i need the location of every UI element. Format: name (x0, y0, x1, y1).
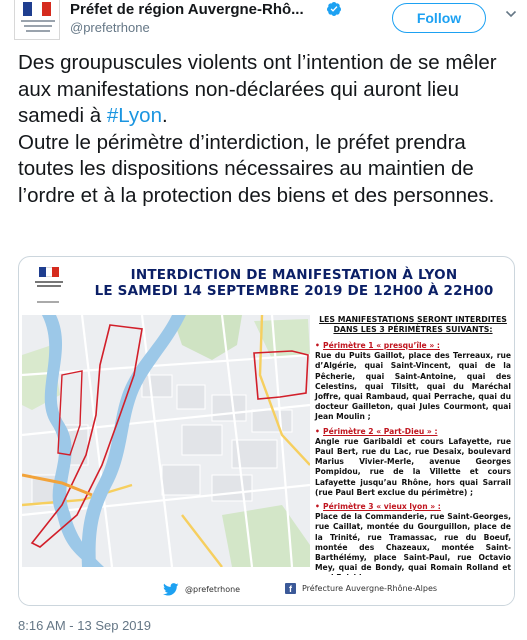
facebook-icon: f (285, 583, 296, 594)
hashtag-link[interactable]: #Lyon (106, 104, 162, 127)
avatar[interactable] (14, 0, 60, 40)
poster-title-line2: LE SAMEDI 14 SEPTEMBRE 2019 DE 12H00 À 22H00 (94, 283, 494, 299)
poster-title (89, 267, 499, 299)
perimeter-3-streets: Place de la Commanderie, rue Saint-Georges, rue Caillat, montée du Gourguillon, place de la Trinité, rue Tramassac, rue du Boeuf, montée des Chazeaux, montée Saint-Barthélémy, place Saint-Paul, rue Octavio Mey, quai de Bondy, quai Romain Rolland et (315, 512, 511, 573)
poster-title-line1: INTERDICTION DE MANIFESTATION À LYON (130, 267, 458, 283)
poster-facebook-credit: f Préfecture Auvergne-Rhône-Alpes (285, 583, 437, 594)
handle[interactable]: @prefetrhone (70, 20, 150, 35)
rules-heading: LES MANIFESTATIONS SERONT INTERDITES DANS LES 3 PÉRIMÈTRES SUIVANTS: (319, 315, 507, 334)
tweet-text-paragraph2: Outre le périmètre d’interdiction, le préfet prendra toutes les dispositions nécessaires au maintien de l’ordre et à la protection des biens et des personnes. (18, 130, 495, 207)
perimeter-3-title: • Périmètre 3 « vieux lyon » : (315, 502, 441, 512)
french-flag-icon (39, 267, 59, 277)
twitter-bird-icon (163, 583, 179, 596)
perimeters-text (315, 315, 511, 588)
follow-button[interactable]: Follow (392, 3, 486, 33)
tweet-media-image[interactable] (18, 256, 515, 606)
chevron-down-icon[interactable] (505, 8, 517, 20)
tweet-text-part2: . (161, 104, 168, 127)
perimeter-1-streets: Rue du Puits Gaillot, place des Terreaux, rue d’Algérie, quai Saint-Vincent, quai de la Pêcherie, quai Saint-Antoine, quai des Celestins, quai Tilsitt, quai du Maréchal Joffre, quai Rambaud, quai Perrache, quai du docteur Gailleton, quai Jules Courmont, quai Jean Moulin ; (315, 351, 511, 422)
tweet-text-part1: Des groupuscules violents ont l’intention de se mêler aux manifestations non-déclarées qui auront lieu samedi à (18, 51, 497, 127)
perimeter-1-title: • Périmètre 1 « presqu’île » : (315, 341, 440, 350)
tweet-text (18, 50, 513, 209)
perimeter-2-title: • Périmètre 2 « Part-Dieu » : (315, 426, 438, 436)
verified-badge-icon (326, 1, 342, 17)
perimeter-2-streets: Angle rue Garibaldi et cours Lafayette, rue Paul Bert, rue du Lac, rue Desaix, boulevard Marius Vivier-Merle, avenue Georges Pompidou, rue de la Villette et cours Lafayette jusqu’au Rhône, hors quai Sarrail (rue Paul Bert exclue du périmètre) ; (315, 436, 511, 497)
display-name[interactable]: Préfet de région Auvergne-Rhô... (70, 1, 304, 18)
poster-footer (19, 575, 515, 606)
tweet-header (0, 0, 527, 44)
lyon-map (22, 315, 310, 567)
tweet-timestamp[interactable]: 8:16 AM - 13 Sep 2019 (18, 618, 151, 633)
poster-twitter-credit: @prefetrhone (163, 583, 240, 596)
french-flag-icon (23, 2, 51, 16)
prefecture-logo (31, 265, 65, 309)
